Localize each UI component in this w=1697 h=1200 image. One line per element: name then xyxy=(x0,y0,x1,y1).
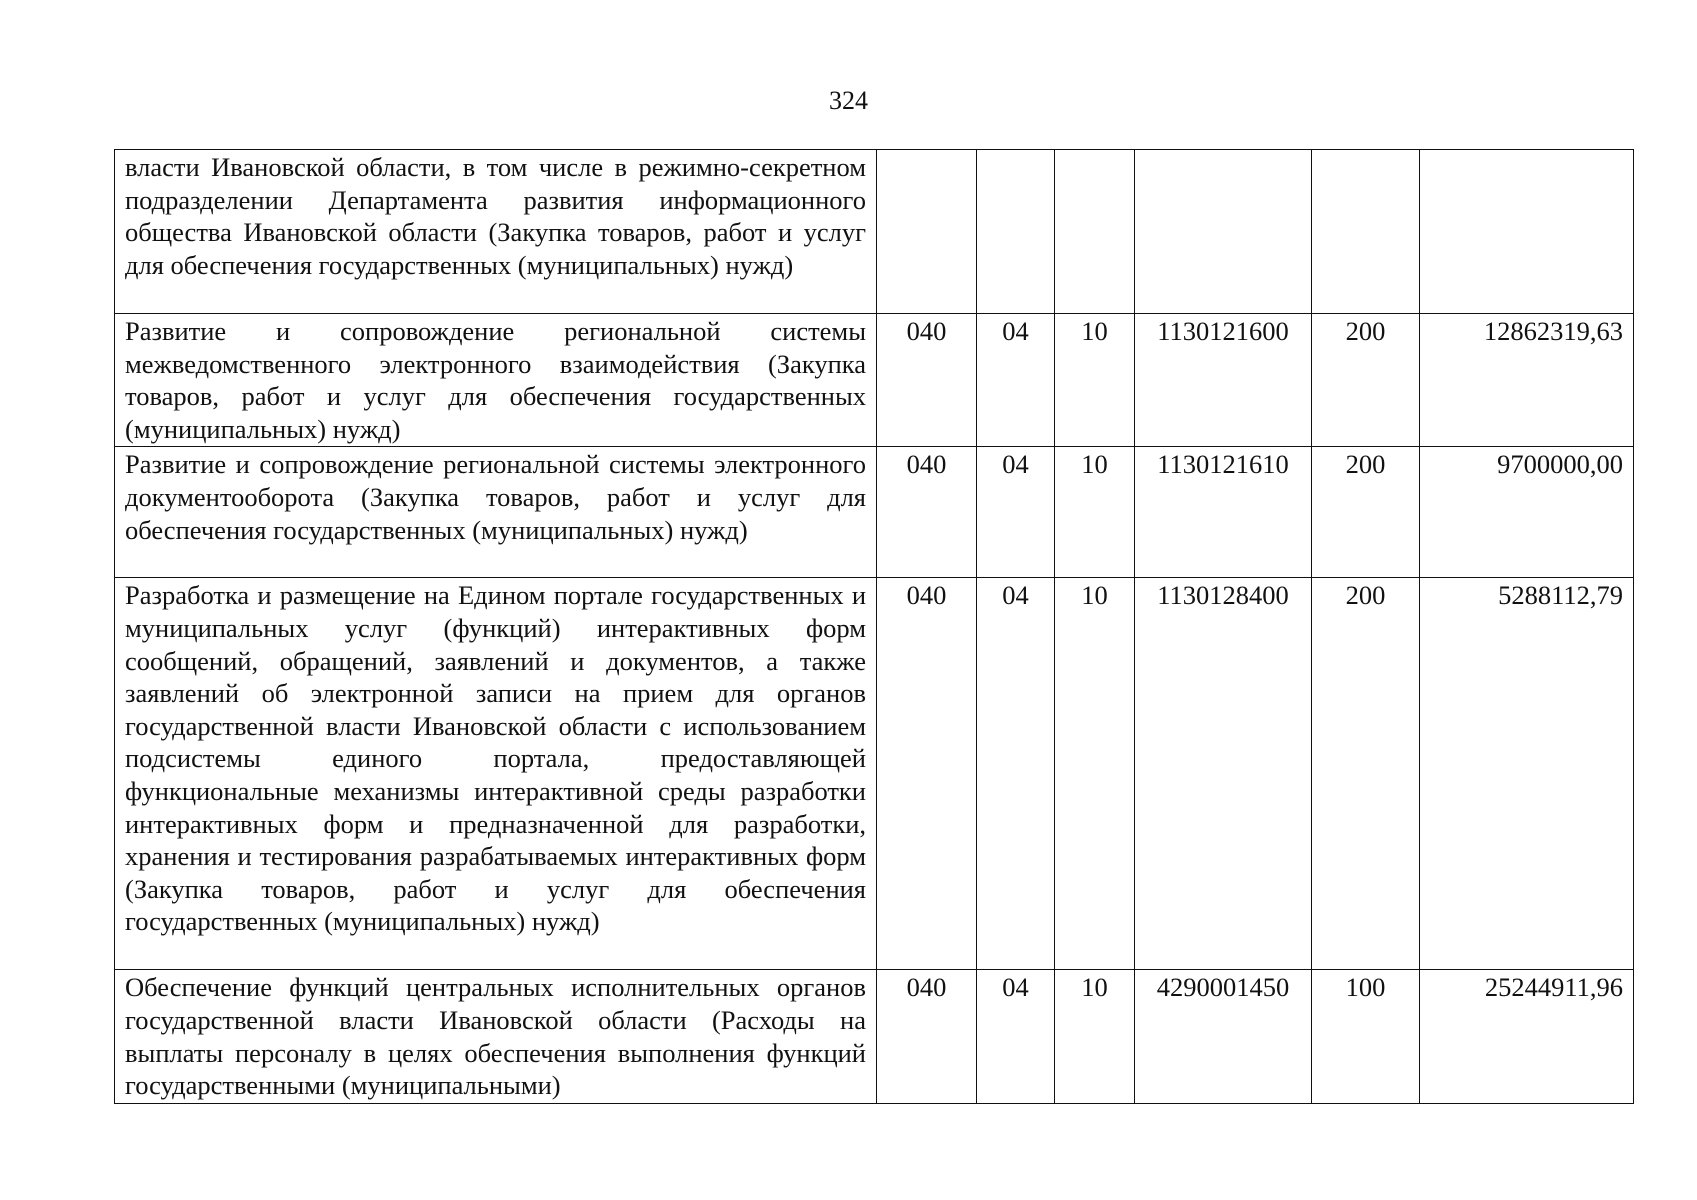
row-target-article xyxy=(1135,150,1312,314)
row-section-code: 04 xyxy=(977,314,1055,447)
row-amount: 12862319,63 xyxy=(1420,314,1634,447)
row-description: Разработка и размещение на Едином портале государственных и муниципальных услуг (функций) интерактивных форм сообщений, обращений, заявлений и документов, а также заявлений об электронной записи на прием для органов государственной власти Ивановской области с использованием подсистемы единого портала, предоставляющей функциональные механизмы интерактивной среды разработки интерактивных форм и предназначенной для разработки, хранения и тестирования разрабатываемых интерактивных форм (Закупка товаров, работ и услуг для обеспечения государственных (муниципальных) нужд) xyxy=(115,578,877,970)
row-ministry-code: 040 xyxy=(877,447,977,578)
row-target-article: 1130128400 xyxy=(1135,578,1312,970)
row-subsection-code: 10 xyxy=(1055,314,1135,447)
row-description: Развитие и сопровождение региональной системы межведомственного электронного взаимодействия (Закупка товаров, работ и услуг для обеспечения государственных (муниципальных) нужд) xyxy=(115,314,877,447)
row-amount: 5288112,79 xyxy=(1420,578,1634,970)
row-subsection-code: 10 xyxy=(1055,447,1135,578)
row-ministry-code: 040 xyxy=(877,314,977,447)
row-target-article: 4290001450 xyxy=(1135,970,1312,1103)
row-expense-type: 200 xyxy=(1312,447,1420,578)
row-subsection-code: 10 xyxy=(1055,970,1135,1103)
page-number: 324 xyxy=(829,86,868,115)
row-expense-type: 200 xyxy=(1312,314,1420,447)
row-amount: 9700000,00 xyxy=(1420,447,1634,578)
row-ministry-code: 040 xyxy=(877,578,977,970)
row-subsection-code: 10 xyxy=(1055,578,1135,970)
row-target-article: 1130121600 xyxy=(1135,314,1312,447)
row-amount: 25244911,96 xyxy=(1420,970,1634,1103)
row-section-code: 04 xyxy=(977,970,1055,1103)
row-section-code: 04 xyxy=(977,447,1055,578)
row-ministry-code xyxy=(877,150,977,314)
row-expense-type: 200 xyxy=(1312,578,1420,970)
row-description: Развитие и сопровождение региональной системы электронного документооборота (Закупка товаров, работ и услуг для обеспечения государственных (муниципальных) нужд) xyxy=(115,447,877,578)
row-description: Обеспечение функций центральных исполнительных органов государственной власти Ивановской области (Расходы на выплаты персоналу в целях обеспечения выполнения функций государственными (муниципальными) xyxy=(115,970,877,1103)
row-target-article: 1130121610 xyxy=(1135,447,1312,578)
row-expense-type: 100 xyxy=(1312,970,1420,1103)
row-section-code: 04 xyxy=(977,578,1055,970)
table-row xyxy=(115,314,1634,447)
table-row xyxy=(115,578,1634,970)
row-ministry-code: 040 xyxy=(877,970,977,1103)
row-expense-type xyxy=(1312,150,1420,314)
row-subsection-code xyxy=(1055,150,1135,314)
table-row xyxy=(115,447,1634,578)
row-description: власти Ивановской области, в том числе в режимно-секретном подразделении Департамента развития информационного общества Ивановской области (Закупка товаров, работ и услуг для обеспечения государственных (муниципальных) нужд) xyxy=(115,150,877,314)
table-row xyxy=(115,970,1634,1103)
table-row xyxy=(115,150,1634,314)
row-section-code xyxy=(977,150,1055,314)
row-amount xyxy=(1420,150,1634,314)
budget-table xyxy=(114,149,1634,1104)
